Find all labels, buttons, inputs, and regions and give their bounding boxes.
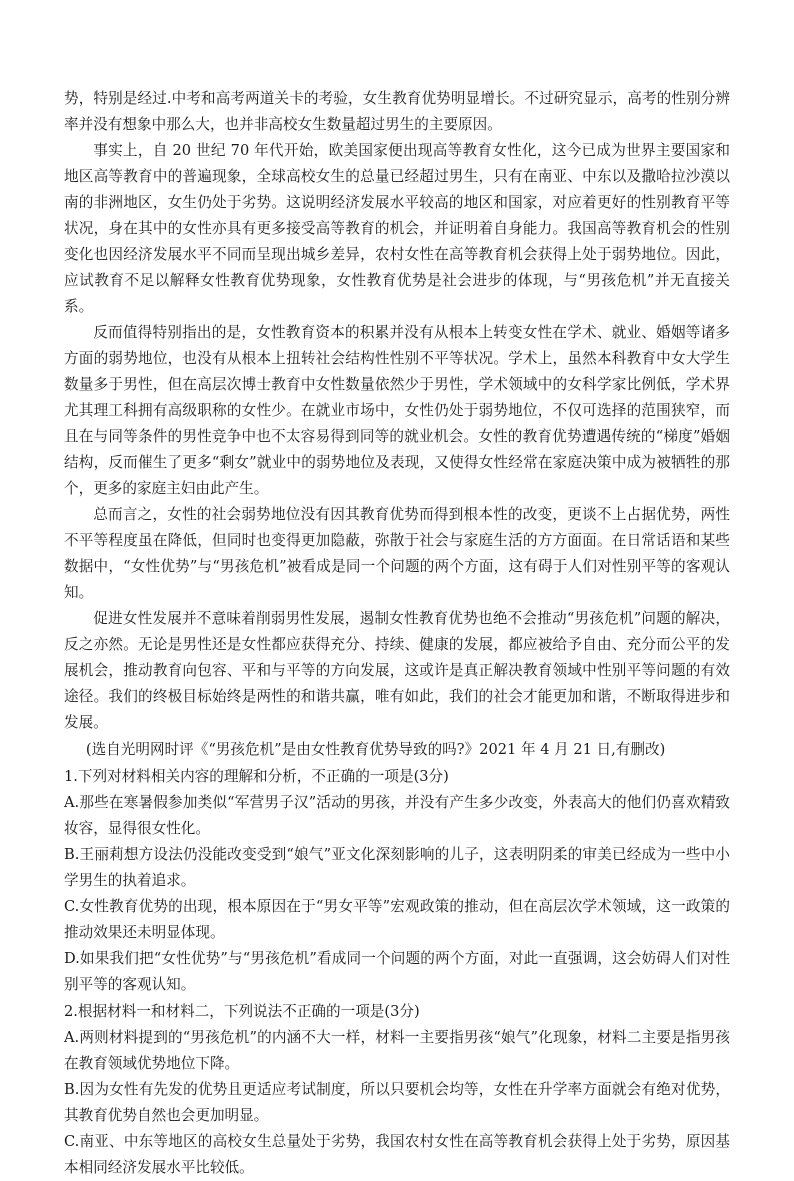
paragraph-5: 促进女性发展并不意味着削弱男性发展，遏制女性教育优势也绝不会推动“男孩危机”问题的解决，反之亦然。无论是男性还是女性都应获得充分、持续、健康的发展，都应被给予自由、充分而公平的发展机会，推动教育向包容、平和与平等的方向发展，这或许是真正解决教育领域中性别平等问题的有效途径。我们的终极目标始终是两性的和谐共赢，唯有如此，我们的社会才能更加和谐，不断取得进步和发展。 <box>64 610 730 731</box>
question-2-option-a: A.两则材料提到的“男孩危机”的内涵不大一样，材料一主要指男孩“娘气”化现象，材料二主要是指男孩在教育领域优势地位下降。 <box>64 1029 730 1072</box>
paragraph-4: 总而言之，女性的社会弱势地位没有因其教育优势而得到根本性的改变，更谈不上占据优势，两性不平等程度虽在降低，但同时也变得更加隐蔽，弥散于社会与家庭生活的方方面面。在日常话语和某些数据中，“女性优势”与“男孩危机”被看成是同一个问题的两个方面，这有碍于人们对性别平等的客观认知。 <box>64 506 730 601</box>
question-2-option-b: B.因为女性有先发的优势且更适应考试制度，所以只要机会均等，女性在升学率方面就会有绝对优势，其教育优势自然也会更加明显。 <box>64 1081 730 1124</box>
question-2-option-c: C.南亚、中东等地区的高校女生总量处于劣势，我国农村女性在高等教育机会获得上处于劣势，原因基本相同经济发展水平比较低。 <box>64 1133 730 1176</box>
question-1-option-b: B.王丽莉想方设法仍没能改变受到“娘气”亚文化深刻影响的儿子，这表明阴柔的审美已经成为一些中小学男生的执着追求。 <box>64 846 730 889</box>
question-1-option-d: D.如果我们把“女性优势”与“男孩危机”看成同一个问题的两个方面，对此一直强调，这会妨碍人们对性别平等的客观认知。 <box>64 950 730 993</box>
question-1-option-a: A.那些在寒暑假参加类似“军营男子汉”活动的男孩，并没有产生多少改变，外表高大的他们仍喜欢精致妆容，显得很女性化。 <box>64 794 730 837</box>
paragraph-2: 事实上，自 20 世纪 70 年代开始，欧美国家便出现高等教育女性化，这今已成为世界主要国家和地区高等教育中的普遍现象，全球高校女生的总量已经超过男生，只有在南亚、中东以及撒哈拉沙漠以南的非洲地区，女生仍处于劣势。这说明经济发展水平较高的地区和国家，对应着更好的性别教育平等状况，身在其中的女性亦具有更多接受高等教育的机会，并证明着自身能力。我国高等教育机会的性别变化也因经济发展水平不同而呈现出城乡差异，农村女性在高等教育机会获得上处于弱势地位。因此，应试教育不足以解释女性教育优势现象，女性教育优势是社会进步的体现，与“男孩危机”并无直接关系。 <box>64 142 730 315</box>
question-1-option-c: C.女性教育优势的出现，根本原因在于“男女平等”宏观政策的推动，但在高层次学术领域，这一政策的推动效果还未明显体现。 <box>64 898 730 941</box>
paragraph-3: 反而值得特别指出的是，女性教育资本的积累并没有从根本上转变女性在学术、就业、婚姻等诸多方面的弱势地位，也没有从根本上扭转社会结构性性别不平等状况。学术上，虽然本科教育中女大学生数量多于男性，但在高层次博士教育中女性数量依然少于男性，学术领域中的女科学家比例低，学术界尤其理工科拥有高级职称的女性少。在就业市场中，女性仍处于弱势地位，不仅可选择的范围狭窄，而且在与同等条件的男性竞争中也不太容易得到同等的就业机会。女性的教育优势遭遇传统的“梯度”婚姻结构，反而催生了更多“剩女”就业中的弱势地位及表现，又使得女性经常在家庭决策中成为被牺牲的那个，更多的家庭主妇由此产生。 <box>64 324 730 497</box>
question-1-stem: 1.下列对材料相关内容的理解和分析，不正确的一项是(3分) <box>64 768 449 785</box>
question-2-stem: 2.根据材料一和材料二，下列说法不正确的一项是(3分) <box>64 1003 420 1020</box>
document-body <box>64 86 730 1181</box>
paragraph-1: 势，特别是经过.中考和高考两道关卡的考验，女生教育优势明显增长。不过研究显示，高考的性别分辨率并没有想象中那么大，也并非高校女生数量超过男生的主要原因。 <box>64 90 730 133</box>
source-citation: (选自光明网时评《“男孩危机”是由女性教育优势导致的吗?》2021 年 4 月 21 日,有删改) <box>85 741 666 758</box>
